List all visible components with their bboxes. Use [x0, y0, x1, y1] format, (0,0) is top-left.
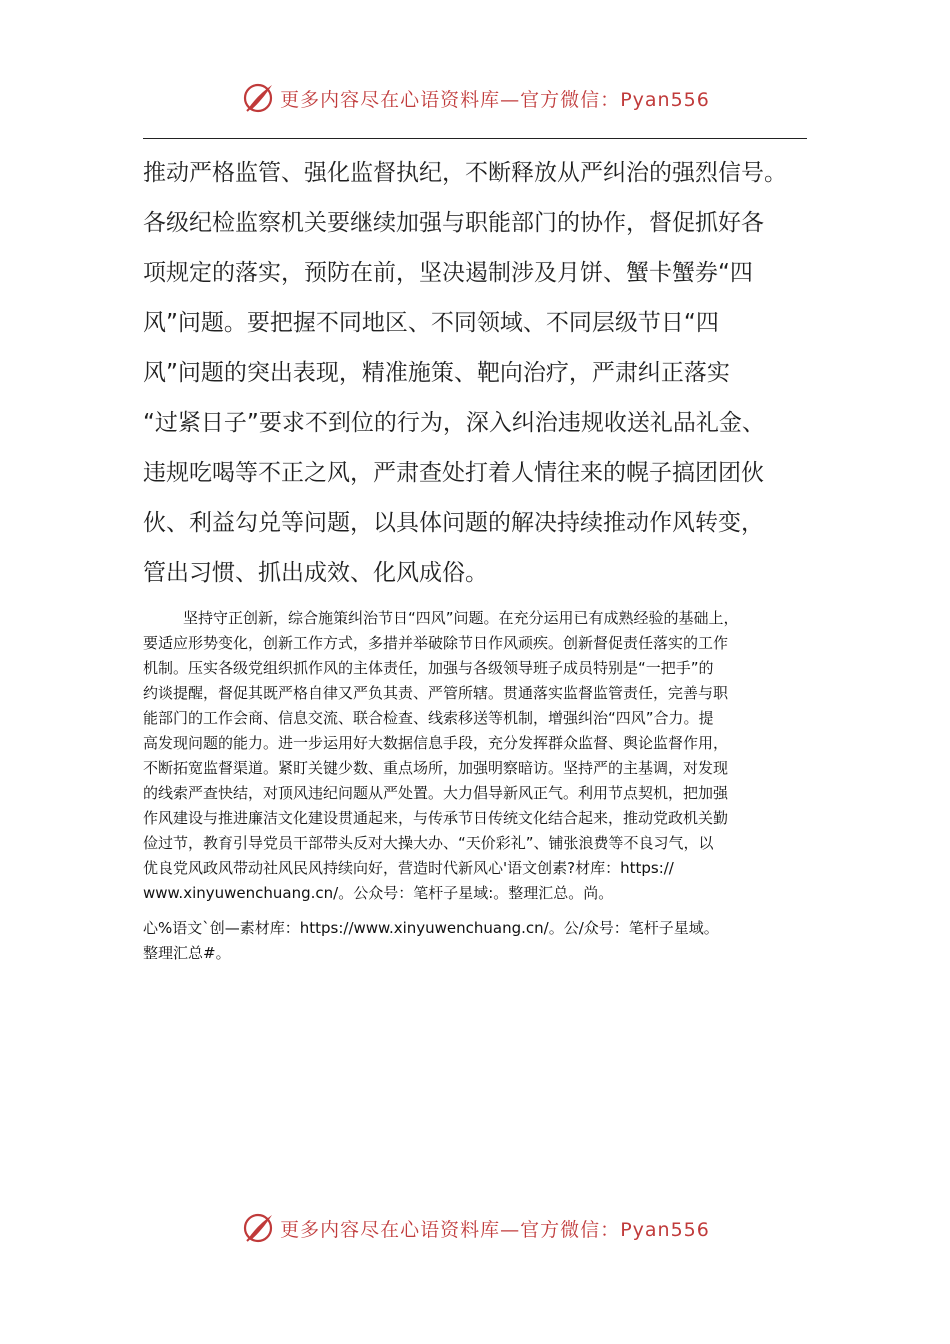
- source-note-line: 心%语文`创—素材库：https://www.xinyuwenchuang.cn/。公/众号：笔杆子星域。: [143, 919, 719, 937]
- large-text-line: 管出习惯、抓出成效、化风成俗。: [143, 560, 488, 586]
- quill-logo-icon: [240, 80, 276, 116]
- quill-logo-icon: [240, 1210, 276, 1246]
- small-text-line: 的线索严查快结，对顶风违纪问题从严处置。大力倡导新风正气。利用节点契机，把加强: [143, 784, 729, 802]
- header-brand-official: 官方微信：: [520, 88, 621, 111]
- small-text-line: 能部门的工作会商、信息交流、联合检查、线索移送等机制，增强纠治“四风”合力。提: [143, 709, 714, 727]
- small-text-line: 不断拓宽监督渠道。紧盯关键少数、重点场所，加强明察暗访。坚持严的主基调，对发现: [143, 759, 729, 777]
- large-text-line: 伙、利益勾兑等问题，以具体问题的解决持续推动作风转变，: [143, 510, 764, 536]
- large-text-line: 风”问题。要把握不同地区、不同领域、不同层级节日“四: [143, 310, 719, 336]
- page-footer: [0, 1210, 950, 1246]
- header-brand-separator: —: [500, 88, 521, 111]
- large-text-line: 项规定的落实，预防在前，坚决遏制涉及月饼、蟹卡蟹券“四: [143, 260, 753, 286]
- small-text-line: 高发现问题的能力。进一步运用好大数据信息手段，充分发挥群众监督、舆论监督作用，: [143, 734, 729, 752]
- large-text-line: 各级纪检监察机关要继续加强与职能部门的协作，督促抓好各: [143, 210, 764, 236]
- footer-brand: [240, 1210, 710, 1246]
- small-text-line: www.xinyuwenchuang.cn/。公众号：笔杆子星域:。整理汇总。尚。: [143, 884, 614, 902]
- header-brand-handle: Pyan556: [620, 88, 710, 111]
- source-note-line: 整理汇总#。: [143, 944, 231, 962]
- small-text-line: 作风建设与推进廉洁文化建设贯通起来，与传承节日传统文化结合起来，推动党政机关勤: [143, 809, 729, 827]
- small-text-line: 优良党风政风带动社风民风持续向好，营造时代新风心'语文创素?材库：https://: [143, 859, 674, 877]
- large-text-line: 推动严格监管、强化监督执纪，不断释放从严纠治的强烈信号。: [143, 160, 787, 186]
- footer-brand-official: 官方微信：: [520, 1218, 621, 1241]
- small-text-line: 俭过节，教育引导党员干部带头反对大操大办、“天价彩礼”、铺张浪费等不良习气，以: [143, 834, 714, 852]
- small-text-line: 约谈提醒，督促其既严格自律又严负其责、严管所辖。贯通落实监督监管责任，完善与职: [143, 684, 729, 702]
- source-note: [143, 916, 811, 966]
- small-text-line: 要适应形势变化，创新工作方式，多措并举破除节日作风顽疾。创新督促责任落实的工作: [143, 634, 729, 652]
- large-text-line: “过紧日子”要求不到位的行为，深入纠治违规收送礼品礼金、: [143, 410, 765, 436]
- small-text-line: 机制。压实各级党组织抓作风的主体责任，加强与各级领导班子成员特别是“一把手”的: [143, 659, 714, 677]
- header-brand: [240, 80, 710, 116]
- page-header: [0, 80, 950, 116]
- footer-brand-text: [280, 1215, 710, 1242]
- small-text-paragraph: [143, 606, 811, 906]
- footer-brand-separator: —: [500, 1218, 521, 1241]
- footer-brand-handle: Pyan556: [620, 1218, 710, 1241]
- large-text-line: 违规吃喝等不正之风，严肃查处打着人情往来的幌子搞团团伙: [143, 460, 764, 486]
- small-text-line: 坚持守正创新，综合施策纠治节日“四风”问题。在充分运用已有成熟经验的基础上，: [183, 609, 739, 627]
- large-text-line: 风”问题的突出表现，精准施策、靶向治疗，严肃纠正落实: [143, 360, 730, 386]
- large-text-paragraph: [143, 148, 823, 598]
- header-brand-text: [280, 85, 710, 112]
- header-brand-main: 更多内容尽在心语资料库: [280, 88, 501, 111]
- header-divider: [143, 138, 807, 139]
- footer-brand-main: 更多内容尽在心语资料库: [280, 1218, 501, 1241]
